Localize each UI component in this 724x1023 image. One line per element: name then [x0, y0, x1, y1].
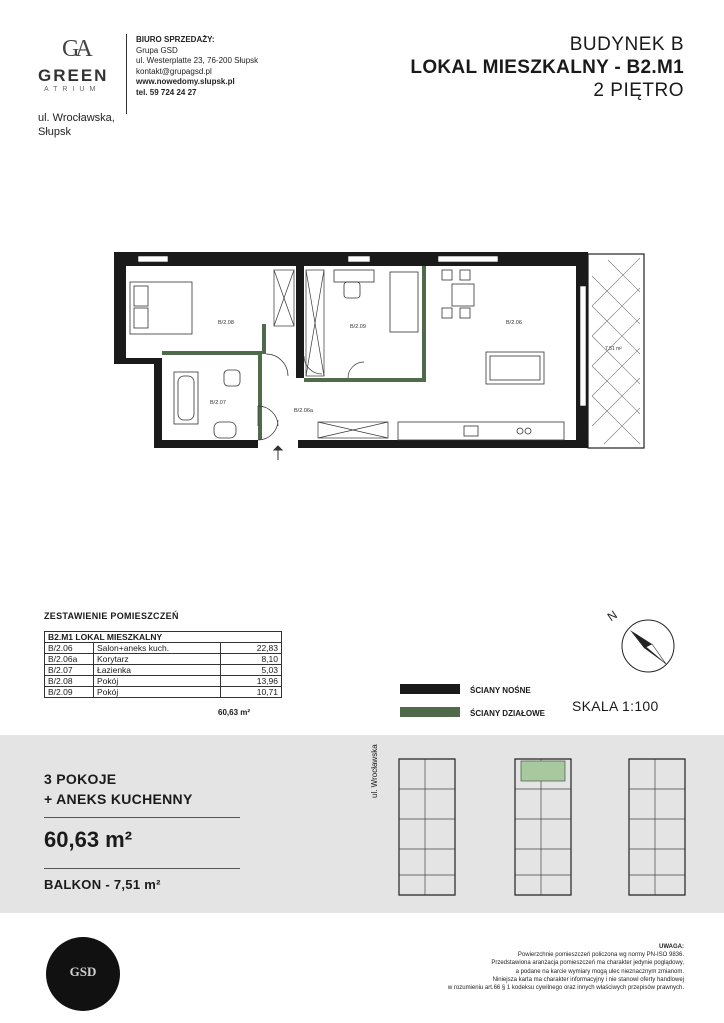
room-code: B/2.09 — [45, 687, 94, 698]
table-row — [45, 665, 282, 676]
gsd-logo-text: GSD — [69, 964, 97, 979]
address-line: Słupsk — [38, 126, 72, 138]
disclaimer-line: w rozumieniu art.66 § 1 kodeksu cywilnego oraz innych właściwych przepisów prawnych. — [447, 985, 684, 992]
room-label-corridor: B/2.06a — [294, 408, 313, 414]
address-line: ul. Wrocławska, — [38, 112, 115, 124]
table-row — [45, 687, 282, 698]
highlighted-unit — [521, 761, 565, 781]
room-label-bedroom1: B/2.08 — [218, 320, 234, 326]
office-web[interactable]: www.nowedomy.slupsk.pl — [136, 77, 235, 86]
floor-title: 2 PIĘTRO — [593, 80, 684, 101]
balcony-area-label: 7,51 m² — [605, 346, 622, 352]
separator — [44, 868, 240, 869]
table-header-row — [45, 632, 282, 643]
logo-name: GREEN — [38, 66, 109, 85]
office-street: ul. Westerplatte 23, 76-200 Słupsk — [136, 56, 259, 65]
disclaimer-heading: UWAGA: — [659, 944, 684, 950]
unit-area: 60,63 m² — [44, 827, 133, 852]
disclaimer-line: a podane na karcie wymiary mogą ulec nieznacznym zmianom. — [515, 968, 684, 975]
compass-icon — [596, 600, 686, 680]
room-area: 22,83 — [221, 643, 282, 654]
room-summary-table — [44, 631, 282, 698]
sales-office — [136, 35, 258, 98]
scale-label: SKALA 1:100 — [572, 698, 659, 714]
table-row — [45, 676, 282, 687]
room-area: 13,96 — [221, 676, 282, 687]
unit-title: LOKAL MIESZKALNY - B2.M1 — [410, 57, 684, 78]
legend-load-bearing-label: ŚCIANY NOŚNE — [470, 686, 531, 695]
office-email[interactable]: kontakt@grupagsd.pl — [136, 66, 212, 76]
room-area: 8,10 — [221, 654, 282, 665]
room-area: 5,03 — [221, 665, 282, 676]
logo-subtitle: ATRIUM — [44, 86, 101, 93]
compass-label: N — [604, 607, 620, 625]
kitchen-counter — [398, 422, 564, 440]
windows — [138, 256, 586, 406]
room-name: Pokój — [94, 687, 221, 698]
room-area: 10,71 — [221, 687, 282, 698]
room-count-line: + ANEKS KUCHENNY — [44, 791, 193, 807]
legend-partition-label: ŚCIANY DZIAŁOWE — [470, 709, 545, 718]
logo-mark: GA — [62, 36, 89, 62]
disclaimer-line: Powierzchnie pomieszczeń policzona wg normy PN-ISO 9836. — [517, 952, 684, 959]
room-summary-title: ZESTAWIENIE POMIESZCZEŃ — [44, 611, 179, 621]
room-code: B/2.07 — [45, 665, 94, 676]
disclaimer-line: Przedstawiona aranżacja pomieszczeń ma charakter jedynie poglądowy, — [491, 960, 684, 967]
room-label-bathroom: B/2.07 — [210, 400, 226, 406]
building-title: BUDYNEK B — [569, 34, 684, 55]
desk — [334, 270, 418, 332]
site-street-label: ul. Wrocławska — [370, 744, 379, 798]
entrance-marker — [274, 446, 282, 460]
office-phone: tel. 59 724 24 27 — [136, 87, 197, 97]
header-divider — [126, 34, 127, 114]
table-row — [45, 643, 282, 654]
room-count — [44, 769, 193, 809]
room-name: Korytarz — [94, 654, 221, 665]
table-header: B2.M1 LOKAL MIESZKALNY — [45, 632, 282, 643]
room-code: B/2.06 — [45, 643, 94, 654]
room-name: Salon+aneks kuch. — [94, 643, 221, 654]
office-company: Grupa GSD — [136, 45, 178, 55]
room-code: B/2.08 — [45, 676, 94, 687]
unit-titles — [410, 34, 684, 102]
floor-plan — [108, 246, 652, 462]
wardrobes — [274, 270, 388, 438]
disclaimer — [394, 943, 684, 992]
dining-set — [442, 270, 474, 318]
disclaimer-line: Niniejsza karta ma charakter informacyjny i nie stanowi oferty handlowej — [492, 976, 684, 983]
legend-load-bearing-swatch — [400, 684, 460, 694]
room-code: B/2.06a — [45, 654, 94, 665]
bed — [130, 282, 192, 334]
room-label-bedroom2: B/2.09 — [350, 324, 366, 330]
room-count-line: 3 POKOJE — [44, 771, 117, 787]
bathroom-fixtures — [174, 370, 240, 438]
room-name: Łazienka — [94, 665, 221, 676]
door-swings — [258, 354, 364, 440]
site-plan — [385, 755, 695, 905]
table-row — [45, 654, 282, 665]
room-name: Pokój — [94, 676, 221, 687]
office-heading: BIURO SPRZEDAŻY: — [136, 35, 215, 44]
sofa — [486, 352, 544, 384]
balcony-area: BALKON - 7,51 m² — [44, 877, 161, 892]
legend-partition-swatch — [400, 707, 460, 717]
room-total: 60,63 m² — [218, 708, 251, 717]
room-label-living: B/2.06 — [506, 320, 522, 326]
load-bearing-walls — [114, 252, 588, 448]
project-address — [38, 111, 115, 139]
separator — [44, 817, 240, 818]
